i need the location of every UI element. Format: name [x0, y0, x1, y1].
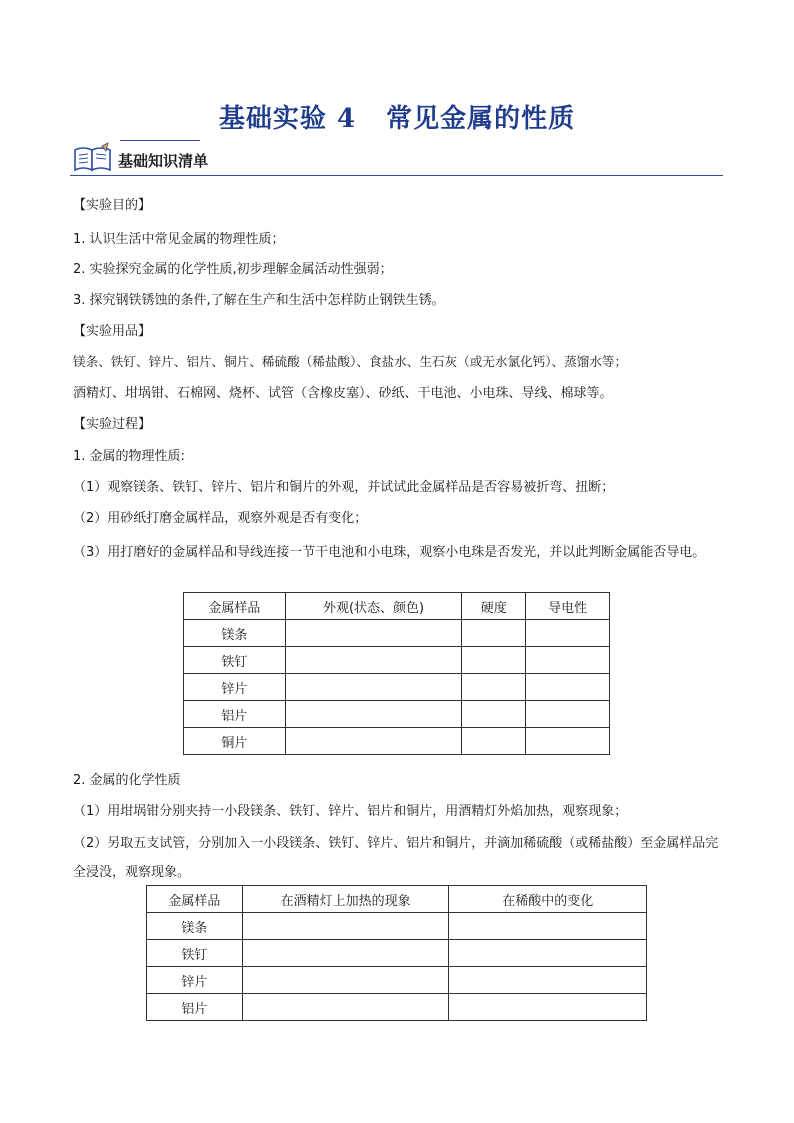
metal-cell: 镁条 [147, 913, 243, 940]
empty-cell [449, 940, 647, 967]
section-label: 基础知识清单 [118, 152, 209, 170]
table-row [184, 701, 610, 728]
physical-step-2: （2）用砂纸打磨金属样品，观察外观是否有变化； [73, 511, 368, 526]
metal-cell: 铝片 [147, 994, 243, 1021]
empty-cell [285, 701, 462, 728]
empty-cell [449, 913, 647, 940]
table-header-row [147, 886, 647, 913]
section-top-rule [120, 140, 200, 141]
empty-cell [526, 647, 610, 674]
empty-cell [526, 674, 610, 701]
table-row [147, 940, 647, 967]
metal-cell: 铁钉 [147, 940, 243, 967]
table-header-cell: 在酒精灯上加热的现象 [242, 886, 449, 913]
metal-cell: 铁钉 [184, 647, 286, 674]
purpose-item-2: 2. 实验探究金属的化学性质,初步理解金属活动性强弱； [73, 262, 393, 277]
title-sub: 常见金属的性质 [386, 104, 576, 134]
purpose-item-3: 3. 探究钢铁锈蚀的条件,了解在生产和生活中怎样防止钢铁生锈。 [73, 293, 445, 308]
table-row [147, 913, 647, 940]
table-header-row [184, 593, 610, 620]
purpose-heading: 【实验目的】 [73, 198, 152, 213]
empty-cell [285, 647, 462, 674]
empty-cell [285, 728, 462, 755]
empty-cell [285, 674, 462, 701]
table-row [184, 674, 610, 701]
empty-cell [526, 620, 610, 647]
metal-cell: 铜片 [184, 728, 286, 755]
metal-cell: 镁条 [184, 620, 286, 647]
empty-cell [462, 620, 526, 647]
metal-cell: 锌片 [147, 967, 243, 994]
materials-line-1: 镁条、铁钉、锌片、铝片、铜片、稀硫酸（稀盐酸）、食盐水、生石灰（或无水氯化钙）、蒸馏水等； [73, 354, 628, 369]
empty-cell [462, 701, 526, 728]
section-rule [70, 175, 723, 176]
table-row [147, 994, 647, 1021]
empty-cell [449, 994, 647, 1021]
empty-cell [242, 967, 449, 994]
materials-line-2: 酒精灯、坩埚钳、石棉网、烧杯、试管（含橡皮塞）、砂纸、干电池、小电珠、导线、棉球等。 [73, 386, 613, 401]
metal-cell: 锌片 [184, 674, 286, 701]
metal-cell: 铝片 [184, 701, 286, 728]
empty-cell [526, 728, 610, 755]
process-heading: 【实验过程】 [73, 417, 152, 432]
physical-properties-table [183, 592, 610, 755]
empty-cell [242, 994, 449, 1021]
table-row [184, 647, 610, 674]
table-row [184, 620, 610, 647]
empty-cell [462, 728, 526, 755]
table-header-cell: 在稀酸中的变化 [449, 886, 647, 913]
physical-step-3: （3）用打磨好的金属样品和导线连接一节干电池和小电珠，观察小电珠是否发光，并以此判断金属能否导电。 [73, 545, 706, 560]
table-row [147, 967, 647, 994]
table-header-cell: 金属样品 [184, 593, 286, 620]
table-header-cell: 硬度 [462, 593, 526, 620]
physical-title: 1. 金属的物理性质: [73, 449, 185, 464]
purpose-item-1: 1. 认识生活中常见金属的物理性质； [73, 232, 285, 247]
title-main: 基础实验 4 [218, 104, 357, 134]
empty-cell [462, 647, 526, 674]
physical-step-1: （1）观察镁条、铁钉、锌片、铝片和铜片的外观，并试试此金属样品是否容易被折弯、扭断； [73, 480, 615, 495]
empty-cell [526, 701, 610, 728]
open-book-icon [72, 142, 114, 174]
chemical-properties-table [146, 885, 647, 1021]
materials-heading: 【实验用品】 [73, 324, 152, 339]
chemical-title: 2. 金属的化学性质 [73, 773, 181, 788]
page-title [0, 98, 794, 135]
table-header-cell: 导电性 [526, 593, 610, 620]
table-header-cell: 外观(状态、颜色) [285, 593, 462, 620]
chemical-step-2: （2）另取五支试管，分别加入一小段镁条、铁钉、锌片、铝片和铜片，并滴加稀硫酸（或稀盐酸）至金属样品完全浸没，观察现象。 [73, 836, 719, 880]
empty-cell [242, 940, 449, 967]
empty-cell [449, 967, 647, 994]
section-header [70, 137, 723, 179]
table-row [184, 728, 610, 755]
empty-cell [242, 913, 449, 940]
table-header-cell: 金属样品 [147, 886, 243, 913]
empty-cell [285, 620, 462, 647]
chemical-step-1: （1）用坩埚钳分别夹持一小段镁条、铁钉、锌片、铝片和铜片，用酒精灯外焰加热，观察现象； [73, 804, 628, 819]
empty-cell [462, 674, 526, 701]
